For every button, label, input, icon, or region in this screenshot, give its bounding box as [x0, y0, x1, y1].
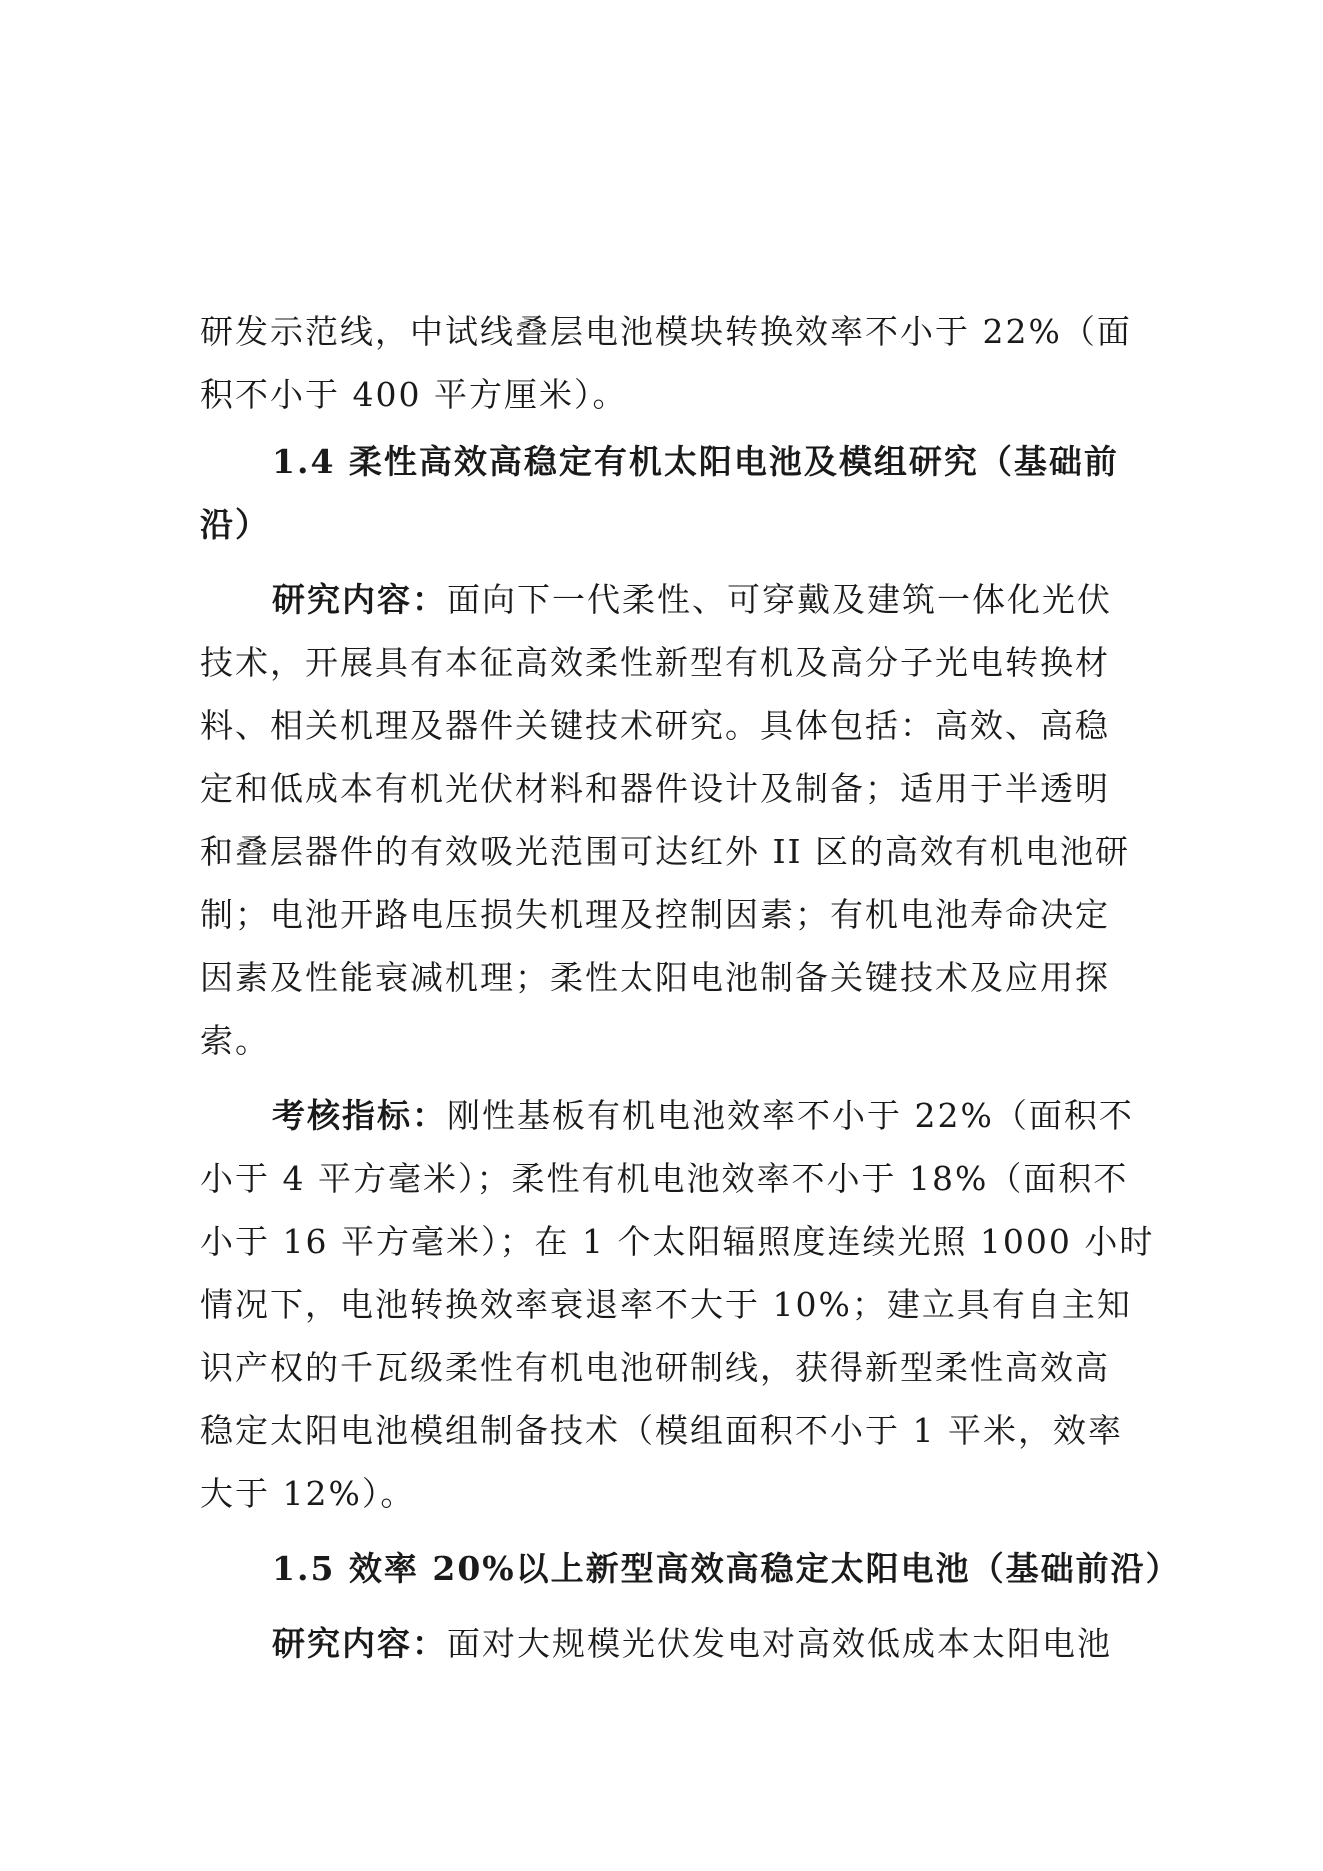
text-run: 面对大规模光伏发电对高效低成本太阳电池: [447, 1624, 1112, 1663]
text-line: 索。: [200, 1021, 270, 1060]
heading-line: 1.5 效率 20%以上新型高效高稳定太阳电池（基础前沿）: [272, 1549, 1181, 1588]
section-heading-1-4: [200, 430, 1125, 556]
text-line: 研发示范线，中试线叠层电池模块转换效率不小于 22%（面: [200, 312, 1132, 351]
text-line: 小于 4 平方毫米）；柔性有机电池效率不小于 18%（面积不: [200, 1159, 1129, 1198]
text-line: 大于 12%）。: [200, 1474, 416, 1513]
text-line: 定和低成本有机光伏材料和器件设计及制备；适用于半透明: [200, 769, 1110, 808]
text-line: 小于 16 平方毫米）；在 1 个太阳辐照度连续光照 1000 小时: [200, 1222, 1155, 1261]
document-body: [200, 300, 1181, 1675]
research-content-paragraph: [200, 568, 1131, 1072]
text-line: 料、相关机理及器件关键技术研究。具体包括：高效、高稳: [200, 706, 1110, 745]
text-line: 积不小于 400 平方厘米）。: [200, 375, 628, 414]
text-line: 情况下，电池转换效率衰退率不大于 10%；建立具有自主知: [200, 1285, 1132, 1324]
text-run: 刚性基板有机电池效率不小于 22%（面积不: [447, 1096, 1134, 1135]
text-line: 制；电池开路电压损失机理及控制因素；有机电池寿命决定: [200, 895, 1110, 934]
text-line: 和叠层器件的有效吸光范围可达红外 II 区的高效有机电池研: [200, 832, 1131, 871]
heading-line: 1.4 柔性高效高稳定有机太阳电池及模组研究（基础前: [272, 442, 1119, 481]
text-line: [200, 1084, 1134, 1147]
text-run: 面向下一代柔性、可穿戴及建筑一体化光伏: [447, 580, 1112, 619]
text-line: [200, 1612, 1125, 1675]
continuation-paragraph: [200, 300, 1132, 426]
section-heading-1-5: [200, 1537, 1181, 1600]
text-line: 因素及性能衰减机理；柔性太阳电池制备关键技术及应用探: [200, 958, 1110, 997]
text-line: 识产权的千瓦级柔性有机电池研制线，获得新型柔性高效高: [200, 1348, 1110, 1387]
research-content-label: 研究内容：: [272, 1624, 447, 1663]
text-line: [200, 568, 1125, 631]
research-content-label: 研究内容：: [272, 580, 447, 619]
text-line: 稳定太阳电池模组制备技术（模组面积不小于 1 平米，效率: [200, 1411, 1123, 1450]
heading-line: 沿）: [200, 505, 270, 544]
text-line: 技术，开展具有本征高效柔性新型有机及高分子光电转换材: [200, 643, 1110, 682]
assessment-label: 考核指标：: [272, 1096, 447, 1135]
assessment-paragraph: [200, 1084, 1155, 1525]
research-content-paragraph-1-5: [200, 1612, 1125, 1675]
